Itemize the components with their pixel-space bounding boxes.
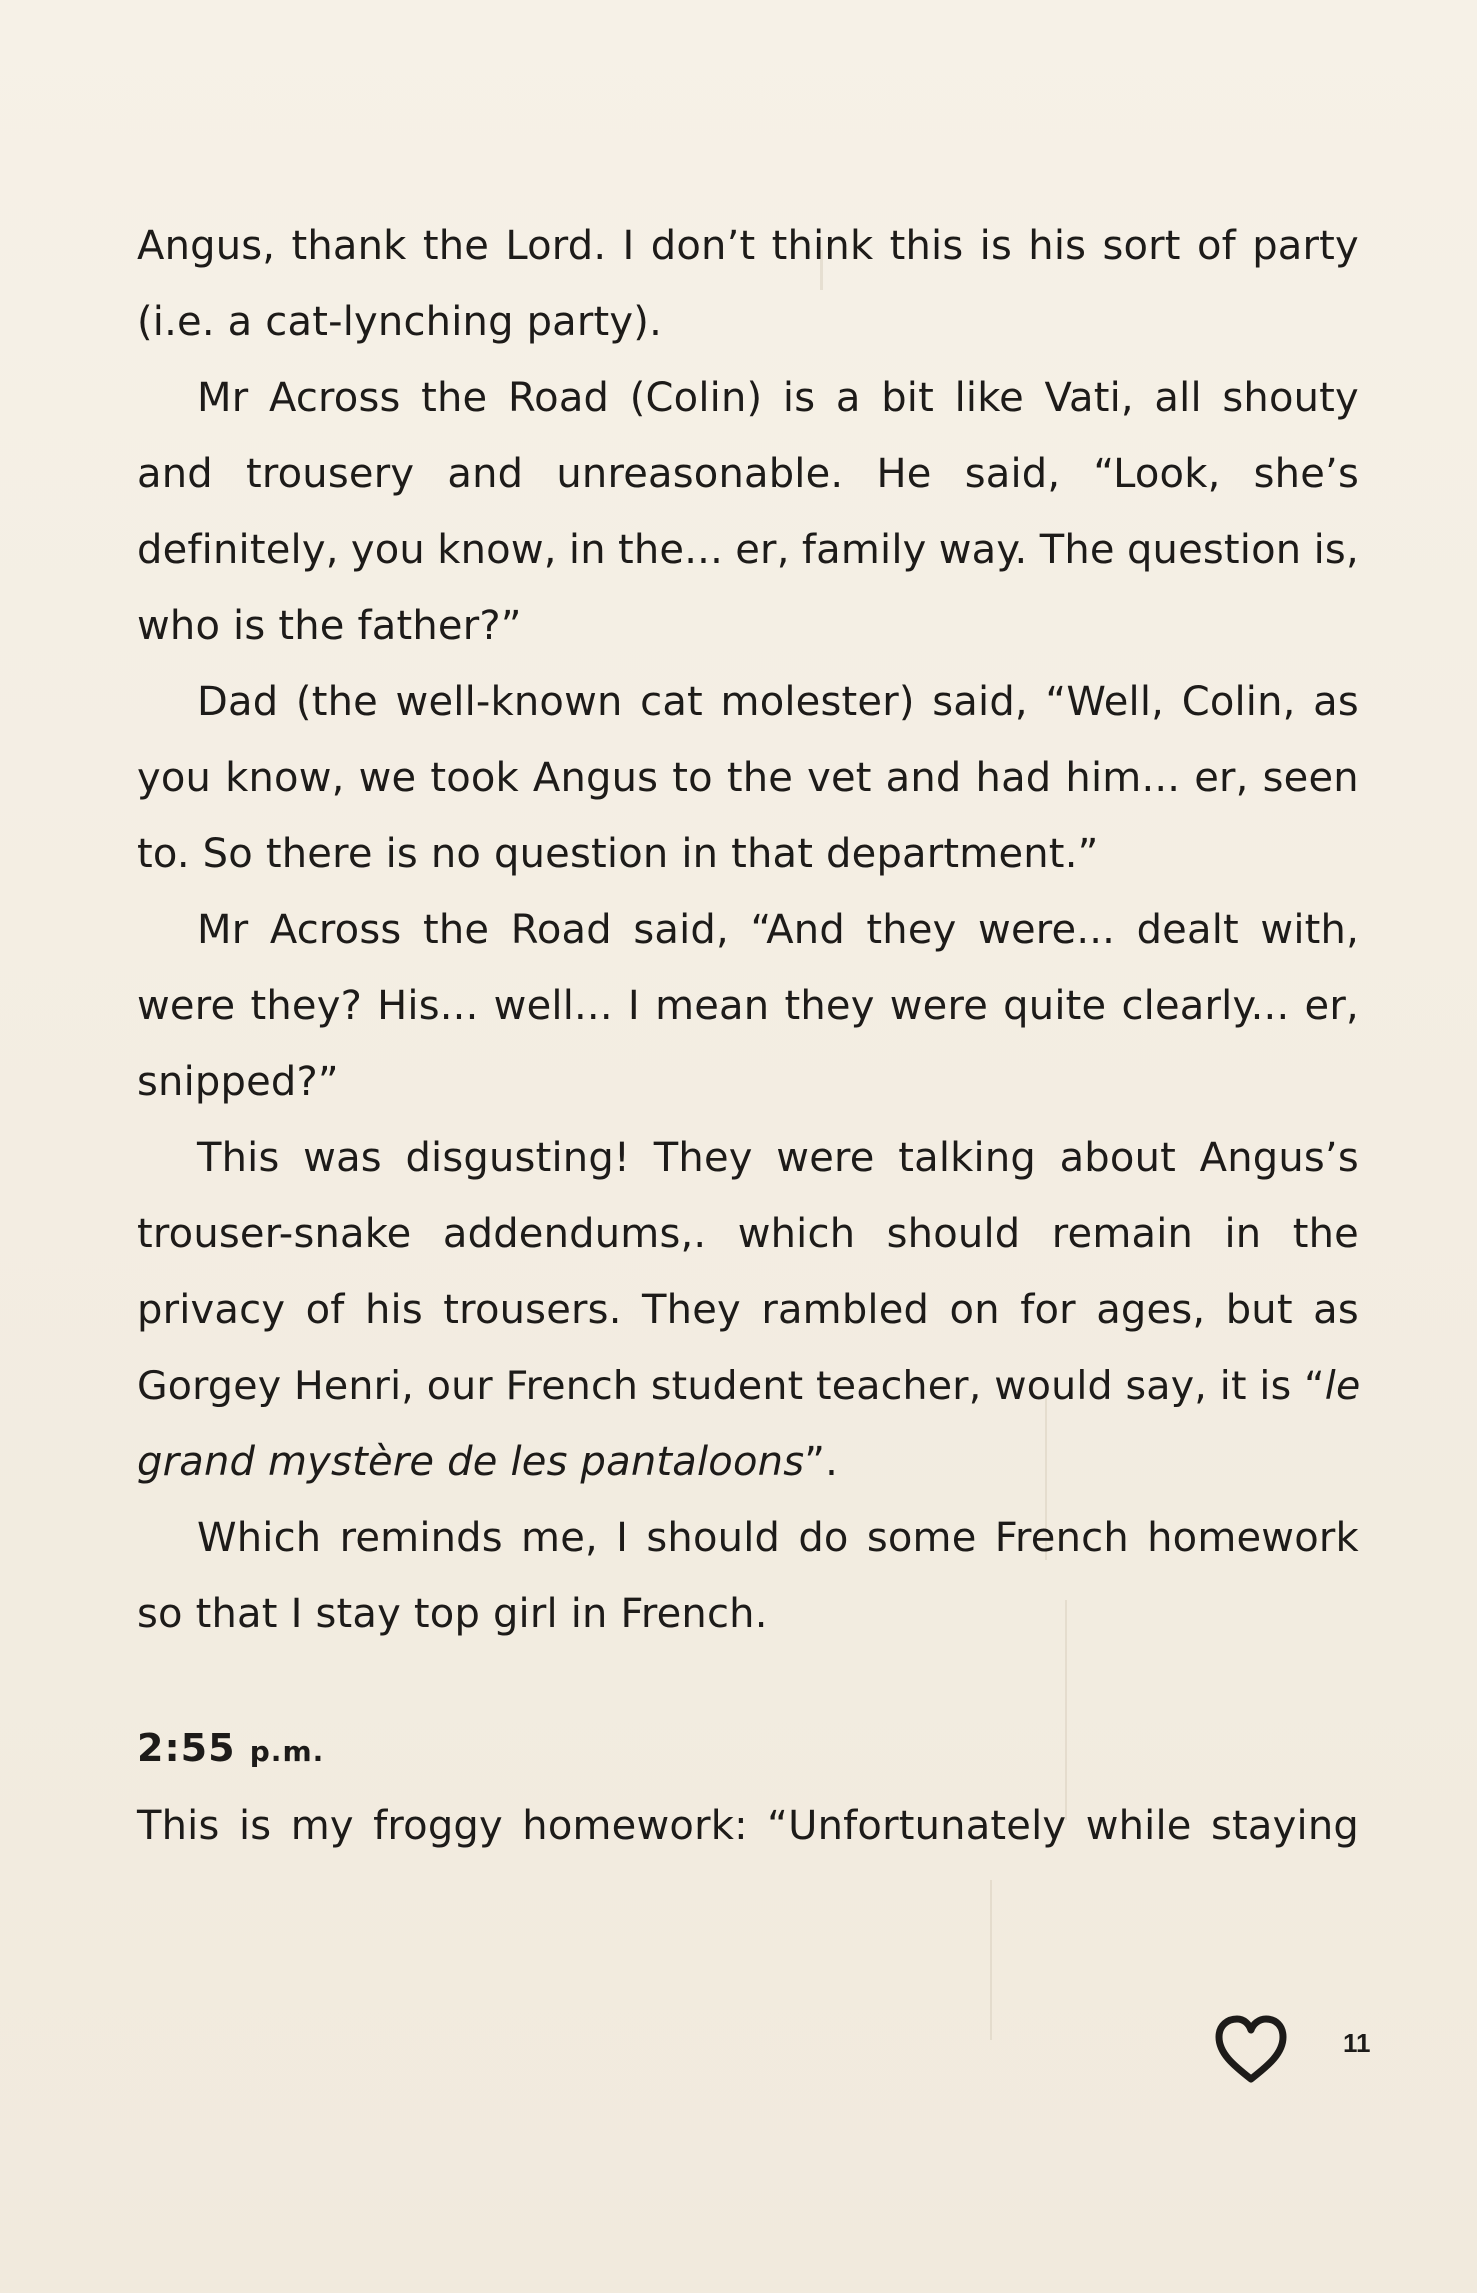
time-value: 2:55: [137, 1726, 236, 1770]
text-line: so that I stay top girl in French.: [137, 1591, 768, 1637]
text-line: definitely, you know, in the... er, family way. The question is,: [137, 527, 1359, 573]
time-suffix: p.m.: [249, 1735, 325, 1768]
text-line: grand mystère de les pantaloons”.: [137, 1439, 839, 1485]
text-line: Mr Across the Road (Colin) is a bit like Vati, all shouty: [197, 375, 1359, 421]
text-line: Gorgey Henri, our French student teacher, would say, it is “le: [137, 1363, 1361, 1409]
page-number: 11: [1343, 2028, 1371, 2058]
text-line: you know, we took Angus to the vet and had him... er, seen: [137, 755, 1359, 801]
italic-text: grand mystère de les pantaloons: [137, 1439, 805, 1485]
text-line: This was disgusting! They were talking about Angus’s: [197, 1135, 1359, 1181]
text-line: and trousery and unreasonable. He said, “Look, she’s: [137, 451, 1359, 497]
body-text-continued: [137, 1788, 1359, 1864]
body-text: [137, 208, 1359, 1652]
text-line: Which reminds me, I should do some French homework: [197, 1515, 1359, 1561]
text-line: (i.e. a cat-lynching party).: [137, 299, 662, 345]
text-line: privacy of his trousers. They rambled on for ages, but as: [137, 1287, 1359, 1333]
text-line: trouser-snake addendums,. which should remain in the: [137, 1211, 1359, 1257]
text-line: snipped?”: [137, 1059, 339, 1105]
text-line: Mr Across the Road said, “And they were... dealt with,: [197, 907, 1359, 953]
italic-text: le: [1324, 1363, 1361, 1409]
text-line: This is my froggy homework: “Unfortunately while staying: [137, 1803, 1359, 1849]
text-line: were they? His... well... I mean they were quite clearly... er,: [137, 983, 1359, 1029]
paper-speck: [990, 1880, 992, 2040]
text-line: to. So there is no question in that department.”: [137, 831, 1099, 877]
heart-icon: [1213, 2015, 1289, 2085]
text-line: Angus, thank the Lord. I don’t think this is his sort of party: [137, 223, 1359, 269]
text-line: who is the father?”: [137, 603, 522, 649]
text-line: Dad (the well-known cat molester) said, “Well, Colin, as: [197, 679, 1359, 725]
diary-time-heading: [137, 1726, 324, 1770]
